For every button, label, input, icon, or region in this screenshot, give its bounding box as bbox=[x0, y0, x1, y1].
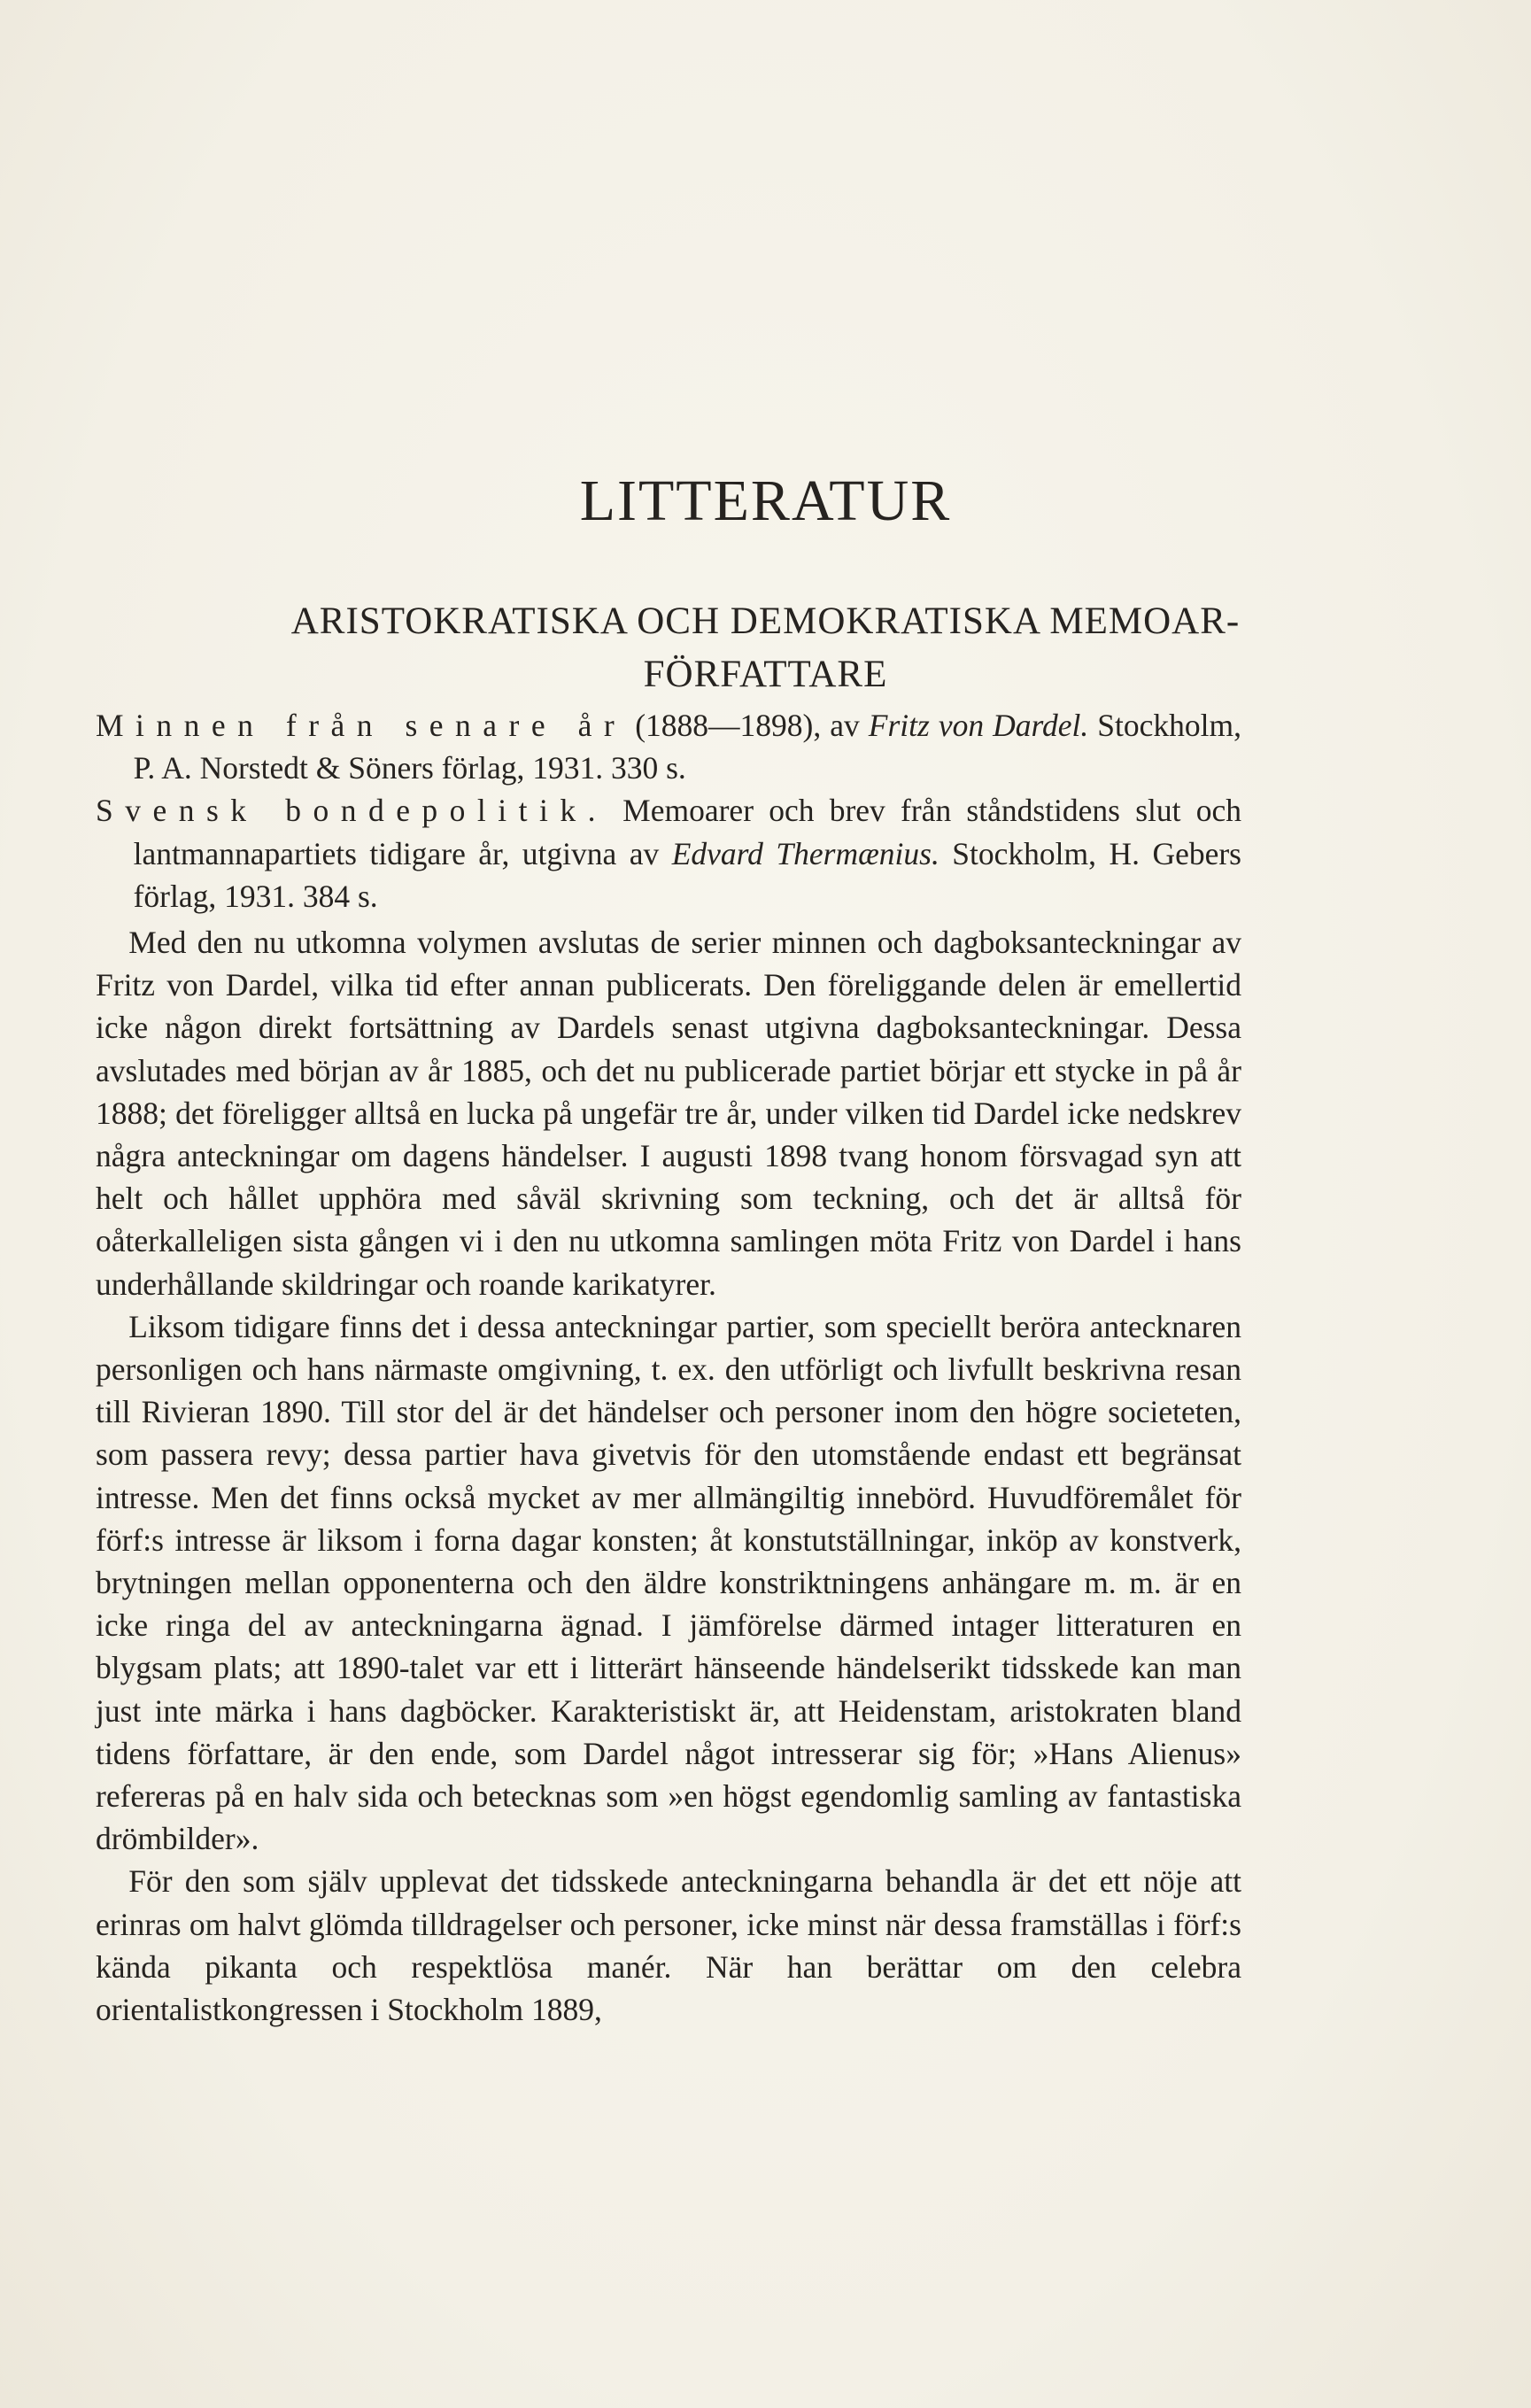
reference-details: Memoarer och brev från ståndstidens slut och lantmannapartiets tidigare år, utgivna av bbox=[133, 793, 1241, 871]
paragraph: Med den nu utkomna volymen avslutas de serier minnen och dagboksanteckningar av Fritz von Dardel, vilka tid efter annan publicerats. Den föreliggande delen är emellertid icke någon direkt fortsättning av Dardels senast utgivna dagboksanteckningar. Dessa avslutades med början av år 1885, och det nu publicerade partiet börjar ett stycke in på år 1888; det föreligger alltså en lucka på ungefär tre år, under vilken tid Dardel icke nedskrev några anteckningar om dagens händelser. I augusti 1898 tvang honom försvagad syn att helt och hållet upphöra med såväl skrivning som teckning, och det är alltså för oåterkalleligen sista gången vi i den nu utkomna samlingen möta Fritz von Dardel i hans underhållande skildringar och roande karikatyrer. bbox=[96, 925, 1241, 1302]
paragraph: För den som själv upplevat det tidsskede anteckningarna behandla är det ett nöje att erinras om halvt glömda tilldragelser och personer, icke minst när dessa framställas i förf:s kända pikanta och respektlösa manér. När han berättar om den celebra orientalistkongressen i Stockholm 1889, bbox=[96, 1863, 1241, 2028]
review-body bbox=[96, 921, 1241, 2031]
reference-publisher: Stockholm, H. Gebers förlag, 1931. 384 s. bbox=[133, 835, 1241, 914]
reference-entry bbox=[96, 789, 1241, 918]
section-heading: LITTERATUR bbox=[579, 468, 952, 533]
reference-author: Edvard Thermænius. bbox=[671, 835, 939, 871]
article-title-text: ARISTOKRATISKA OCH DEMOKRATISKA MEMOAR-FÖRFATTARE bbox=[290, 600, 1241, 695]
reference-entry bbox=[96, 704, 1241, 789]
reference-publisher: Stockholm, P. A. Norstedt & Söners förlag, 1931. 330 s. bbox=[133, 708, 1242, 786]
reference-title: Minnen från senare år bbox=[96, 708, 627, 743]
reference-list bbox=[96, 704, 1241, 918]
reference-author: Fritz von Dardel. bbox=[868, 708, 1089, 743]
reference-details: (1888—1898), av bbox=[626, 708, 869, 743]
paragraph: Liksom tidigare finns det i dessa anteckningar partier, som speciellt beröra antecknaren personligen och hans närmaste omgivning, t. ex. den utförligt och livfullt beskrivna resan till Rivieran 1890. Till stor del är det händelser och personer inom den högre societeten, som passera revy; dessa partier hava givetvis för den utomstående endast ett begränsat intresse. Men det finns också mycket av mer allmängiltig innebörd. Huvudföremålet för förf:s intresse är liksom i forna dagar konsten; åt konstutställningar, inköp av konstverk, brytningen mellan opponenterna och den äldre konstriktningens anhängare m. m. är en icke ringa del av anteckningarna ägnad. I jämförelse därmed intager litteraturen en blygsam plats; att 1890-talet var ett i litterärt hänseende händelserikt tidsskede kan man just inte märka i hans dagböcker. Karakteristiskt är, att Heidenstam, aristokraten bland tidens författare, är den ende, som Dardel något intresserar sig för; »Hans Alienus» refereras på en halv sida och betecknas som »en högst egendomlig samling av fantastiska drömbilder». bbox=[96, 1308, 1241, 1857]
article-title bbox=[0, 595, 1531, 701]
reference-title: Svensk bondepolitik. bbox=[96, 793, 607, 829]
